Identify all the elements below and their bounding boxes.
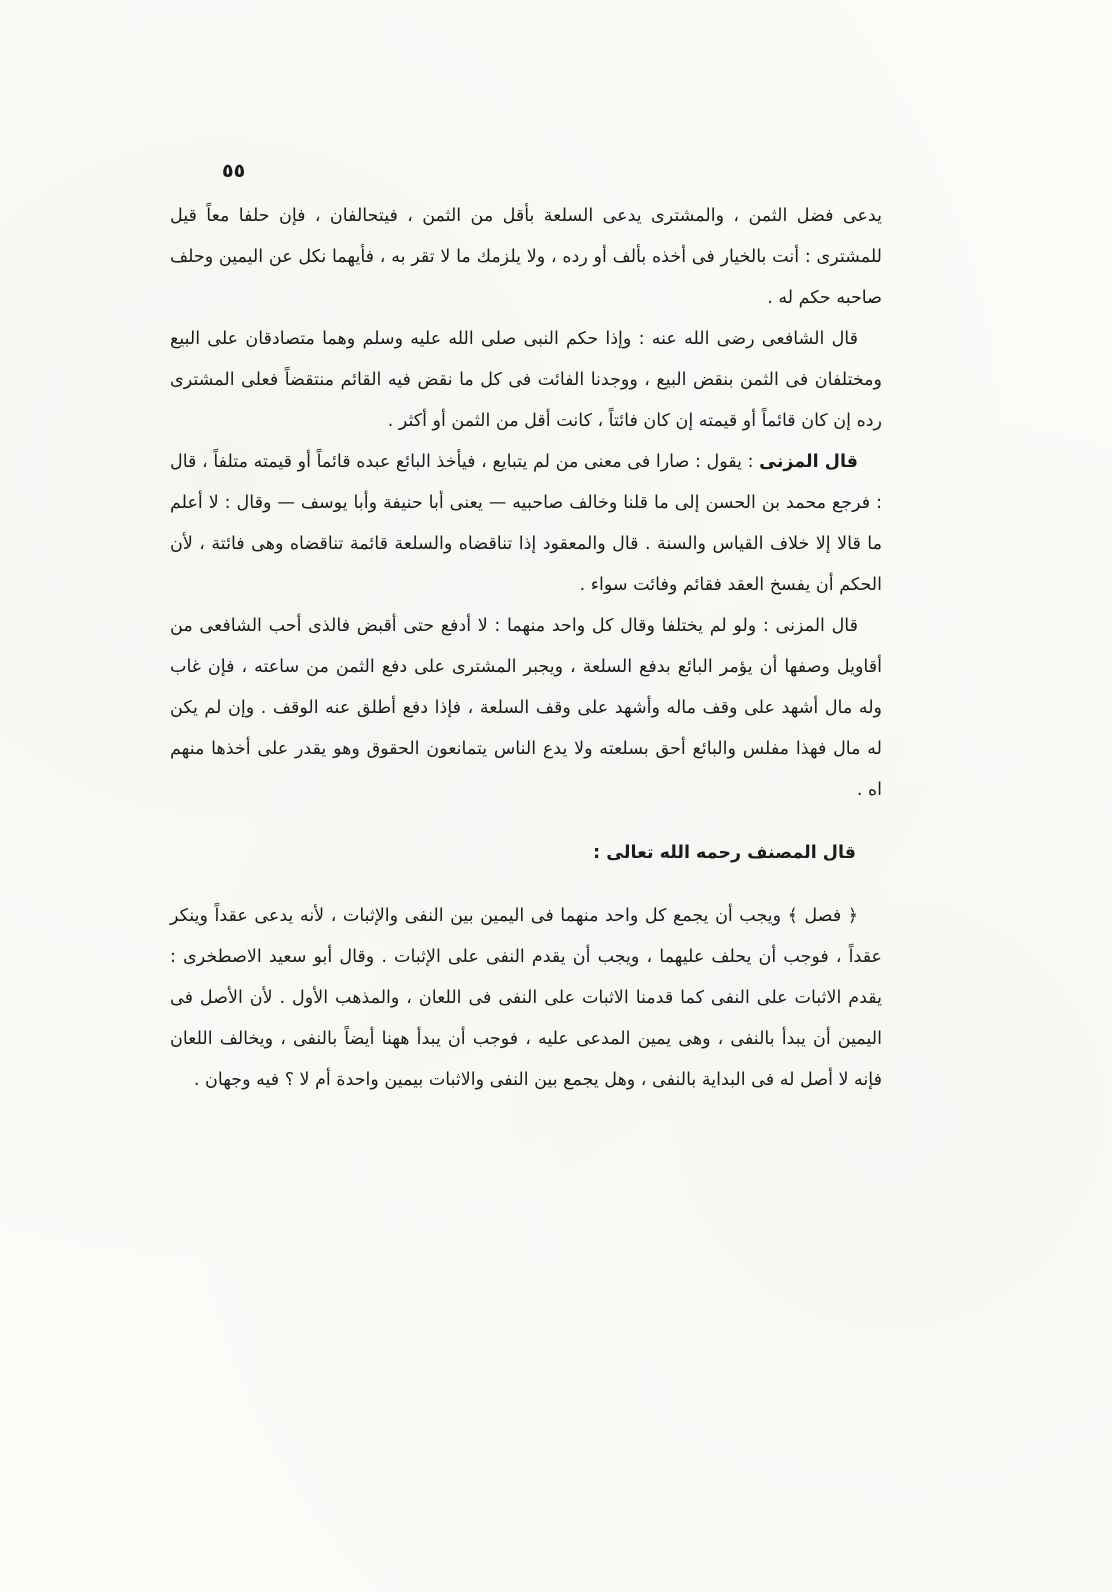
main-text	[170, 196, 882, 1101]
section-paragraph	[170, 896, 882, 1101]
paragraph-4-text: قال المزنى : ولو لم يختلفا وقال كل واحد منهما : لا أدفع حتى أقبض فالذى أحب الشافعى من أقاويل وصفها أن يؤمر البائع بدفع السلعة ، ويجبر المشترى على دفع الثمن من ساعته ، فإن غاب وله مال أشهد على وقف ماله وأشهد على وقف السلعة ، فإذا دفع أطلق عنه الوقف . وإن لم يكن له مال فهذا مفلس والبائع أحق بسلعته ولا يدع الناس يتمانعون الحقوق وهو يقدر على أخذها منهم اه .	[170, 616, 882, 800]
paragraph-3	[170, 442, 882, 606]
paragraph-3-text: : يقول : صارا فى معنى من لم يتبايع ، فيأخذ البائع عبده قائماً أو قيمته متلفاً ، قال : فرجع محمد بن الحسن إلى ما قلنا وخالف صاحبيه — يعنى أبا حنيفة وأبا يوسف — وقال : لا أعلم ما قالا إلا خلاف القياس والسنة . قال والمعقود إذا تناقضاه والسلعة قائمة تناقضاه وهى فائتة ، لأن الحكم أن يفسخ العقد فقائم وفائت سواء .	[170, 452, 882, 595]
paragraph-4	[170, 606, 882, 811]
page-number: ٥٥	[222, 160, 246, 182]
paragraph-2	[170, 319, 882, 442]
paragraph-2-text: قال الشافعى رضى الله عنه : وإذا حكم النبى صلى الله عليه وسلم وهما متصادقان على البيع ومختلفان فى الثمن بنقض البيع ، ووجدنا الفائت فى كل ما نقض فيه القائم منتقضاً فعلى المشترى رده إن كان قائماً أو قيمته إن كان فائتاً ، كانت أقل من الثمن أو أكثر .	[170, 329, 882, 431]
paragraph-3-lead: قال المزنى	[759, 452, 858, 472]
section-heading: قال المصنف رحمه الله تعالى :	[593, 843, 856, 863]
paragraph-1-text: يدعى فضل الثمن ، والمشترى يدعى السلعة بأقل من الثمن ، فيتحالفان ، فإن حلفا معاً قيل للمشترى : أنت بالخيار فى أخذه بألف أو رده ، ولا يلزمك ما لا تقر به ، فأيهما نكل عن اليمين وحلف صاحبه حكم له .	[170, 206, 882, 308]
paragraph-1	[170, 196, 882, 319]
section-paragraph-text: ﴿ فصل ﴾ ويجب أن يجمع كل واحد منهما فى اليمين بين النفى والإثبات ، لأنه يدعى عقداً وينكر عقداً ، فوجب أن يحلف عليهما ، ويجب أن يقدم النفى على الإثبات . وقال أبو سعيد الاصطخرى : يقدم الاثبات على النفى كما قدمنا الاثبات على النفى فى اللعان ، والمذهب الأول . لأن الأصل فى اليمين أن يبدأ بالنفى ، وهى يمين المدعى عليه ، فوجب أن يبدأ ههنا أيضاً بالنفى ، ويخالف اللعان فإنه لا أصل له فى البداية بالنفى ، وهل يجمع بين النفى والاثبات بيمين واحدة أم لا ؟ فيه وجهان .	[170, 906, 882, 1090]
